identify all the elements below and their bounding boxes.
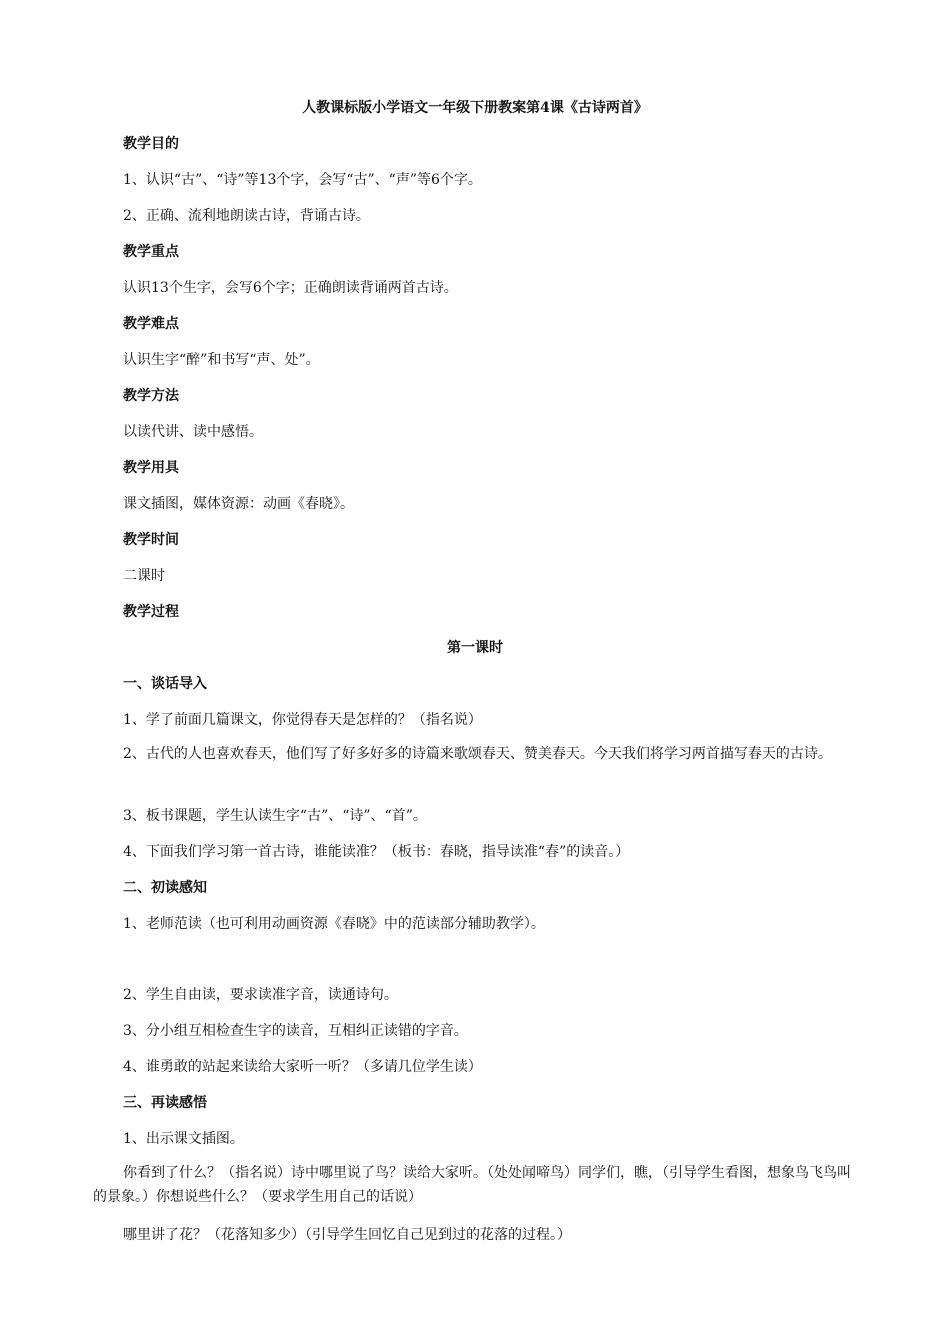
difficulty-text: 认识生字“醉”和书写“声、处”。 [123, 352, 320, 368]
part1-heading: 一、谈话导入 [123, 676, 207, 692]
part2-item-1: 1、老师范读（也可利用动画资源《春晓》中的范读部分辅助教学）。 [123, 916, 545, 932]
tools-text: 课文插图，媒体资源：动画《春晓》。 [123, 496, 354, 512]
part1-item-3: 3、板书课题，学生认读生字“古”、“诗”、“首”。 [123, 808, 427, 824]
part2-item-3: 3、分小组互相检查生字的读音，互相纠正读错的字音。 [123, 1023, 468, 1039]
time-text: 二课时 [123, 568, 165, 584]
part2-item-4: 4、谁勇敢的站起来读给大家听一听？（多请几位学生读） [123, 1059, 482, 1075]
goal-heading: 教学目的 [123, 136, 179, 152]
part3-item-2: 你看到了什么？（指名说）诗中哪里说了鸟？读给大家听。（处处闻啼鸟）同学们，瞧，（引导学生看图，想象鸟飞鸟叫的景象。）你想说些什么？（要求学生用自己的话说） [93, 1165, 851, 1205]
part2-heading: 二、初读感知 [123, 880, 207, 896]
method-text: 以读代讲、读中感悟。 [123, 424, 263, 440]
part3-item-3: 哪里讲了花？（花落知多少）（引导学生回忆自己见到过的花落的过程。） [123, 1227, 571, 1243]
part1-item-4: 4、下面我们学习第一首古诗，谁能读准？（板书：春晓，指导读准“春”的读音。） [123, 844, 630, 860]
difficulty-heading: 教学难点 [123, 316, 179, 332]
document-title: 人教课标版小学语文一年级下册教案第4课《古诗两首》 [302, 100, 648, 116]
part3-item-1: 1、出示课文插图。 [123, 1131, 244, 1147]
lesson-one-heading: 第一课时 [447, 640, 503, 656]
goal-item-1: 1、认识“古”、“诗”等13个字，会写“古”、“声”等6个字。 [123, 172, 482, 188]
part1-item-1: 1、学了前面几篇课文，你觉得春天是怎样的？（指名说） [123, 712, 482, 728]
method-heading: 教学方法 [123, 388, 179, 404]
tools-heading: 教学用具 [123, 460, 179, 476]
goal-item-2: 2、正确、流利地朗读古诗，背诵古诗。 [123, 208, 370, 224]
process-heading: 教学过程 [123, 604, 179, 620]
key-heading: 教学重点 [123, 244, 179, 260]
part3-heading: 三、再读感悟 [123, 1095, 207, 1111]
part2-item-2: 2、学生自由读，要求读准字音，读通诗句。 [123, 987, 398, 1003]
time-heading: 教学时间 [123, 532, 179, 548]
key-text: 认识13个生字，会写6个字；正确朗读背诵两首古诗。 [123, 280, 458, 296]
part1-item-2: 2、古代的人也喜欢春天，他们写了好多好多的诗篇来歌颂春天、赞美春天。今天我们将学习两首描写春天的古诗。 [123, 746, 832, 762]
